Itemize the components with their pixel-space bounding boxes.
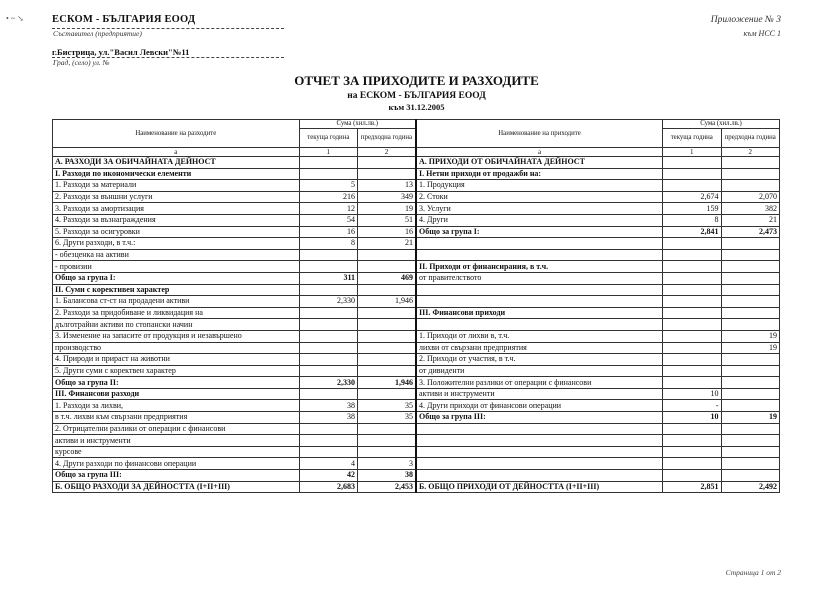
expense-previous xyxy=(358,388,416,400)
expense-name: Общо за група III: xyxy=(53,470,300,482)
expense-name: курсове xyxy=(53,446,300,458)
income-current xyxy=(663,180,721,192)
income-previous xyxy=(721,458,780,470)
expense-previous: 469 xyxy=(358,272,416,284)
table-row xyxy=(53,249,780,261)
income-expense-table xyxy=(52,119,780,493)
income-current: 159 xyxy=(663,203,721,215)
table-row xyxy=(53,261,780,273)
index-2-left: 2 xyxy=(358,148,416,157)
expense-name: 4. Разходи за възнаграждения xyxy=(53,214,300,226)
index-a-right: а xyxy=(416,148,663,157)
table-row xyxy=(53,238,780,250)
expense-previous: 1,946 xyxy=(358,377,416,389)
income-name: лихви от свързани предприятия xyxy=(416,342,663,354)
expense-previous: 3 xyxy=(358,458,416,470)
income-previous xyxy=(721,307,780,319)
income-previous xyxy=(721,168,780,180)
expense-current: 38 xyxy=(299,400,357,412)
income-name: А. ПРИХОДИ ОТ ОБИЧАЙНАТА ДЕЙНОСТ xyxy=(416,157,663,169)
expense-current: 38 xyxy=(299,412,357,424)
table-row xyxy=(53,157,780,169)
sum-header-right: Сума (хил.лв.) xyxy=(663,120,780,129)
expense-current xyxy=(299,423,357,435)
table-row xyxy=(53,435,780,447)
income-name xyxy=(416,296,663,308)
expense-name: III. Финансови разходи xyxy=(53,388,300,400)
income-name: 2. Стоки xyxy=(416,191,663,203)
expense-current xyxy=(299,249,357,261)
expense-previous xyxy=(358,284,416,296)
income-previous xyxy=(721,377,780,389)
income-current: - xyxy=(663,400,721,412)
expense-previous: 13 xyxy=(358,180,416,192)
expense-current: 5 xyxy=(299,180,357,192)
income-previous xyxy=(721,296,780,308)
income-previous xyxy=(721,249,780,261)
expense-name: - обезценка на активи xyxy=(53,249,300,261)
expense-name: Общо за група II: xyxy=(53,377,300,389)
income-name xyxy=(416,470,663,482)
expense-name: I. Разходи по икономически елементи xyxy=(53,168,300,180)
expense-name: дълготрайни активи по стопански начин xyxy=(53,319,300,331)
expense-name: 2. Разходи за придобиване и ликвидация на xyxy=(53,307,300,319)
income-name: II. Приходи от финансирания, в т.ч. xyxy=(416,261,663,273)
income-name: 3. Положителни разлики от операции с финансови xyxy=(416,377,663,389)
income-current xyxy=(663,458,721,470)
expense-current xyxy=(299,168,357,180)
table-row xyxy=(53,284,780,296)
table-row xyxy=(53,168,780,180)
index-a-left: а xyxy=(53,148,300,157)
expense-current xyxy=(299,284,357,296)
income-current xyxy=(663,435,721,447)
income-current xyxy=(663,365,721,377)
expense-name: 3. Изменение на запасите от продукция и незавършено xyxy=(53,330,300,342)
expense-current xyxy=(299,157,357,169)
income-previous xyxy=(721,435,780,447)
expense-previous xyxy=(358,261,416,273)
col-prev-year-left: предходна година xyxy=(358,129,416,148)
expense-current: 8 xyxy=(299,238,357,250)
page-number: Страница 1 от 2 xyxy=(725,568,781,577)
income-name xyxy=(416,435,663,447)
expense-current xyxy=(299,446,357,458)
income-previous xyxy=(721,272,780,284)
header-row-sum xyxy=(53,120,780,129)
index-1-right: 1 xyxy=(663,148,721,157)
report-date: към 31.12.2005 xyxy=(388,102,445,112)
report-title: ОТЧЕТ ЗА ПРИХОДИТЕ И РАЗХОДИТЕ xyxy=(294,73,539,88)
expense-current xyxy=(299,319,357,331)
income-name: 2. Приходи от участия, в т.ч. xyxy=(416,354,663,366)
income-name: 3. Услуги xyxy=(416,203,663,215)
income-previous xyxy=(721,180,780,192)
expense-name: Общо за група I: xyxy=(53,272,300,284)
expense-previous: 35 xyxy=(358,400,416,412)
table-row xyxy=(53,272,780,284)
index-1-left: 1 xyxy=(299,148,357,157)
income-current: 2,841 xyxy=(663,226,721,238)
expense-name: в т.ч. лихви към свързани предприятия xyxy=(53,412,300,424)
income-previous: 382 xyxy=(721,203,780,215)
table-row xyxy=(53,296,780,308)
expense-previous: 19 xyxy=(358,203,416,215)
expense-previous xyxy=(358,342,416,354)
expense-name: 4. Природи и прираст на животни xyxy=(53,354,300,366)
col-current-year-right: текуща година xyxy=(663,129,721,148)
income-current xyxy=(663,377,721,389)
income-current xyxy=(663,249,721,261)
income-name: активи и инструменти xyxy=(416,388,663,400)
expense-name: 6. Други разходи, в т.ч.: xyxy=(53,238,300,250)
income-current xyxy=(663,470,721,482)
expense-name: 1. Разходи за лихви, xyxy=(53,400,300,412)
income-name: Б. ОБЩО ПРИХОДИ ОТ ДЕЙНОСТТА (I+II+III) xyxy=(416,481,663,493)
income-previous: 2,070 xyxy=(721,191,780,203)
expense-current: 216 xyxy=(299,191,357,203)
expense-current: 54 xyxy=(299,214,357,226)
income-previous xyxy=(721,400,780,412)
table-row xyxy=(53,377,780,389)
income-name xyxy=(416,249,663,261)
expense-previous: 16 xyxy=(358,226,416,238)
income-name xyxy=(416,446,663,458)
income-previous: 21 xyxy=(721,214,780,226)
income-name: 4. Други xyxy=(416,214,663,226)
income-previous: 2,473 xyxy=(721,226,780,238)
appendix-standard: към НСС 1 xyxy=(743,29,781,38)
expense-name: 1. Разходи за материали xyxy=(53,180,300,192)
income-name: Общо за група I: xyxy=(416,226,663,238)
income-name xyxy=(416,238,663,250)
expense-current: 2,683 xyxy=(299,481,357,493)
expense-name: 3. Разходи за амортизация xyxy=(53,203,300,215)
expense-name: 5. Разходи за осигуровки xyxy=(53,226,300,238)
company-address: г.Бистрица, ул."Васил Левски"№11 xyxy=(52,47,190,57)
table-row xyxy=(53,330,780,342)
income-name: 4. Други приходи от финансови операции xyxy=(416,400,663,412)
expense-previous xyxy=(358,157,416,169)
expense-current: 42 xyxy=(299,470,357,482)
income-current xyxy=(663,319,721,331)
table-row xyxy=(53,412,780,424)
income-previous: 2,492 xyxy=(721,481,780,493)
expense-previous: 35 xyxy=(358,412,416,424)
table-row xyxy=(53,307,780,319)
table-row xyxy=(53,203,780,215)
expense-previous xyxy=(358,168,416,180)
table-row xyxy=(53,191,780,203)
income-previous xyxy=(721,157,780,169)
income-previous xyxy=(721,261,780,273)
expense-previous xyxy=(358,435,416,447)
income-current: 2,674 xyxy=(663,191,721,203)
table-row xyxy=(53,458,780,470)
income-previous xyxy=(721,388,780,400)
income-current xyxy=(663,238,721,250)
table-row xyxy=(53,214,780,226)
expense-name: Б. ОБЩО РАЗХОДИ ЗА ДЕЙНОСТТА (I+II+III) xyxy=(53,481,300,493)
income-current xyxy=(663,261,721,273)
col-header-income: Наименование на приходите xyxy=(416,120,663,148)
income-current xyxy=(663,446,721,458)
income-previous xyxy=(721,319,780,331)
expense-current: 4 xyxy=(299,458,357,470)
income-previous xyxy=(721,365,780,377)
expense-current xyxy=(299,354,357,366)
table-row xyxy=(53,365,780,377)
expense-current: 12 xyxy=(299,203,357,215)
address-caption: Град, (село) ул. № xyxy=(53,58,110,67)
expense-previous xyxy=(358,307,416,319)
table-row xyxy=(53,319,780,331)
expense-previous xyxy=(358,330,416,342)
income-current xyxy=(663,423,721,435)
income-name: 1. Продукция xyxy=(416,180,663,192)
expense-previous: 349 xyxy=(358,191,416,203)
expense-previous xyxy=(358,365,416,377)
expense-previous: 38 xyxy=(358,470,416,482)
income-current: 10 xyxy=(663,388,721,400)
expense-name: 4. Други разходи по финансови операции xyxy=(53,458,300,470)
table-row xyxy=(53,388,780,400)
income-previous xyxy=(721,238,780,250)
expense-current: 311 xyxy=(299,272,357,284)
expense-previous xyxy=(358,423,416,435)
income-name: Общо за група III: xyxy=(416,412,663,424)
expense-current xyxy=(299,330,357,342)
scan-mark: • ~ ↘ xyxy=(6,14,24,23)
company-caption: Съставител (предприятие) xyxy=(53,29,142,38)
table-row xyxy=(53,342,780,354)
table-row xyxy=(53,481,780,493)
income-name xyxy=(416,319,663,331)
table-row xyxy=(53,446,780,458)
income-previous xyxy=(721,446,780,458)
income-name xyxy=(416,284,663,296)
expense-previous xyxy=(358,249,416,261)
table-row xyxy=(53,400,780,412)
expense-previous: 21 xyxy=(358,238,416,250)
col-prev-year-right: предходна година xyxy=(721,129,780,148)
expense-current xyxy=(299,388,357,400)
income-previous: 19 xyxy=(721,412,780,424)
income-name: I. Нетни приходи от продажби на: xyxy=(416,168,663,180)
expense-current: 2,330 xyxy=(299,296,357,308)
report-subtitle: на ЕСКОМ - БЪЛГАРИЯ ЕООД xyxy=(347,91,486,101)
income-name: от дивиденти xyxy=(416,365,663,377)
income-name: III. Финансови приходи xyxy=(416,307,663,319)
income-current xyxy=(663,272,721,284)
income-current xyxy=(663,354,721,366)
table-row xyxy=(53,226,780,238)
income-name xyxy=(416,423,663,435)
income-current xyxy=(663,307,721,319)
expense-name: активи и инструменти xyxy=(53,435,300,447)
expense-current xyxy=(299,342,357,354)
income-previous xyxy=(721,470,780,482)
expense-name: 2. Разходи за външни услуги xyxy=(53,191,300,203)
expense-previous: 2,453 xyxy=(358,481,416,493)
income-name: от правителството xyxy=(416,272,663,284)
expense-current: 16 xyxy=(299,226,357,238)
table-row xyxy=(53,180,780,192)
expense-name: II. Суми с корективен характер xyxy=(53,284,300,296)
expense-name: А. РАЗХОДИ ЗА ОБИЧАЙНАТА ДЕЙНОСТ xyxy=(53,157,300,169)
expense-previous xyxy=(358,354,416,366)
income-name: 1. Приходи от лихви в, т.ч. xyxy=(416,330,663,342)
income-previous: 19 xyxy=(721,342,780,354)
income-current: 10 xyxy=(663,412,721,424)
expense-current xyxy=(299,365,357,377)
income-current: 2,851 xyxy=(663,481,721,493)
col-current-year-left: текуща година xyxy=(299,129,357,148)
expense-previous xyxy=(358,319,416,331)
income-previous xyxy=(721,423,780,435)
income-current xyxy=(663,330,721,342)
income-current: 8 xyxy=(663,214,721,226)
expense-current: 2,330 xyxy=(299,377,357,389)
expense-name: 2. Отрицателни разлики от операции с финансови xyxy=(53,423,300,435)
income-current xyxy=(663,168,721,180)
income-current xyxy=(663,157,721,169)
expense-previous: 1,946 xyxy=(358,296,416,308)
index-2-right: 2 xyxy=(721,148,780,157)
income-previous: 19 xyxy=(721,330,780,342)
sum-header-left: Сума (хил.лв.) xyxy=(299,120,416,129)
expense-name: 5. Други суми с коректвен характер xyxy=(53,365,300,377)
expense-current xyxy=(299,261,357,273)
header-row-index xyxy=(53,148,780,157)
expense-current xyxy=(299,307,357,319)
appendix-label: Приложение № 3 xyxy=(710,15,781,25)
income-previous xyxy=(721,284,780,296)
income-current xyxy=(663,342,721,354)
income-current xyxy=(663,284,721,296)
expense-name: - провизии xyxy=(53,261,300,273)
expense-name: 1. Балансова ст-ст на продадени активи xyxy=(53,296,300,308)
expense-current xyxy=(299,435,357,447)
expense-previous xyxy=(358,446,416,458)
expense-name: производство xyxy=(53,342,300,354)
table-row xyxy=(53,470,780,482)
table-row xyxy=(53,423,780,435)
expense-previous: 51 xyxy=(358,214,416,226)
income-current xyxy=(663,296,721,308)
company-name: ЕСКОМ - БЪЛГАРИЯ ЕООД xyxy=(52,14,196,25)
income-name xyxy=(416,458,663,470)
income-previous xyxy=(721,354,780,366)
table-row xyxy=(53,354,780,366)
col-header-expenses: Наименование на разходите xyxy=(53,120,300,148)
